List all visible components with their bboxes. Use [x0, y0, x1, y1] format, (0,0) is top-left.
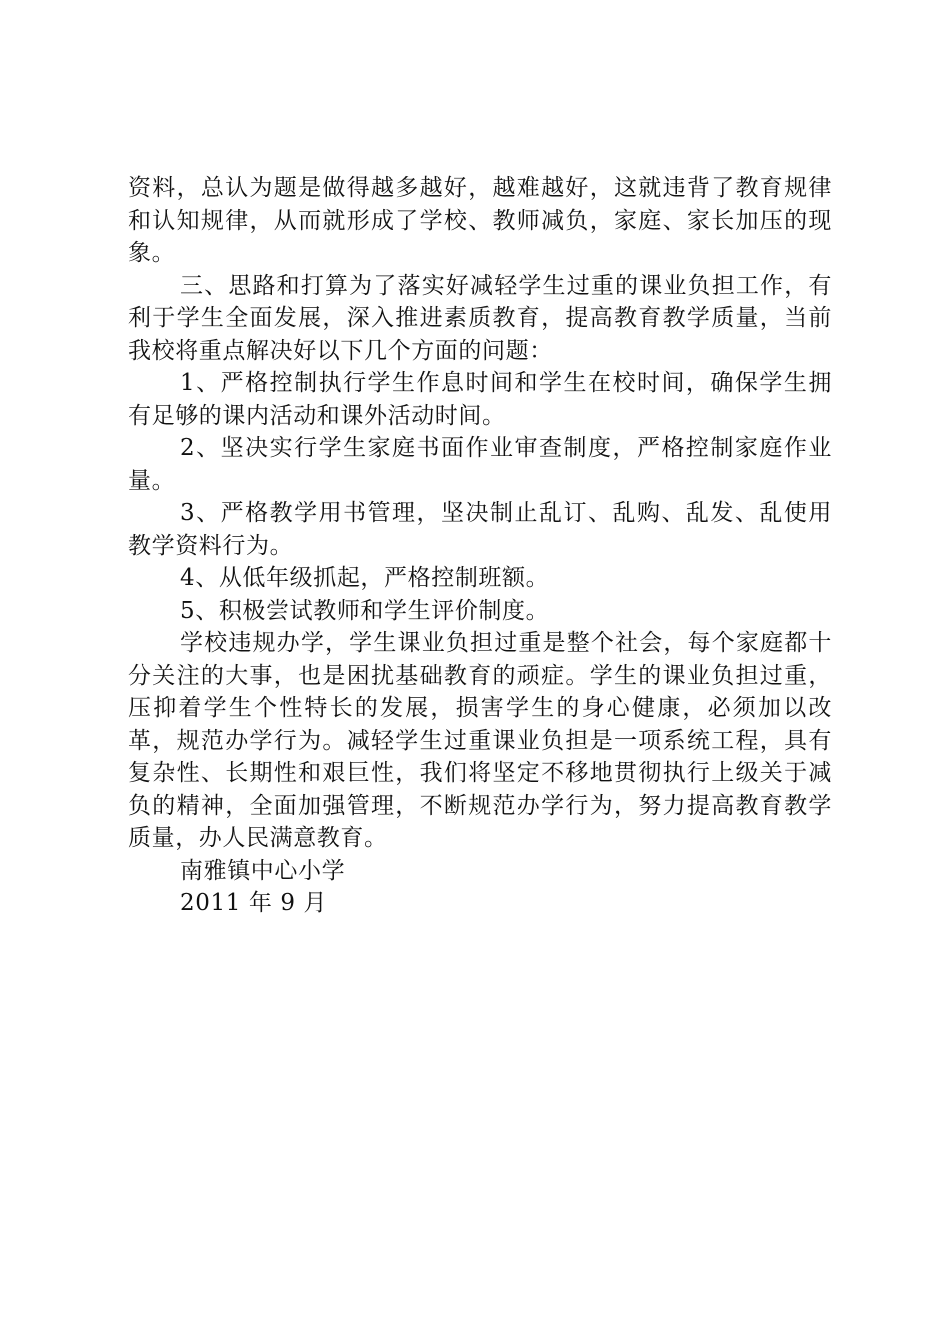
- signature-school-name: 南雅镇中心小学: [180, 857, 346, 884]
- paragraph-item-3: 3、严格教学用书管理，坚决制止乱订、乱购、乱发、乱使用教学资料行为。: [128, 500, 832, 559]
- paragraph-item-1: 1、严格控制执行学生作息时间和学生在校时间，确保学生拥有足够的课内活动和课外活动时间。: [128, 370, 832, 429]
- paragraph-continuation: 资料，总认为题是做得越多越好，越难越好，这就违背了教育规律和认知规律，从而就形成了学校、教师减负，家庭、家长加压的现象。: [128, 175, 832, 266]
- paragraph-item-4: 4、从低年级抓起，严格控制班额。: [180, 565, 550, 591]
- paragraph-conclusion: 学校违规办学，学生课业负担过重是整个社会，每个家庭都十分关注的大事，也是困扰基础教育的顽症。学生的课业负担过重，压抑着学生个性特长的发展，损害学生的身心健康，必须加以改革，规范办学行为。减轻学生过重课业负担是一项系统工程，具有复杂性、长期性和艰巨性，我们将坚定不移地贯彻执行上级关于减负的精神，全面加强管理，不断规范办学行为，努力提高教育教学质量，办人民满意教育。: [128, 630, 832, 851]
- paragraph-item-5: 5、积极尝试教师和学生评价制度。: [180, 597, 550, 624]
- document-body: [128, 172, 832, 920]
- paragraph-section-three: 三、思路和打算为了落实好减轻学生过重的课业负担工作，有利于学生全面发展，深入推进素质教育，提高教育教学质量，当前我校将重点解决好以下几个方面的问题：: [128, 272, 832, 364]
- paragraph-item-2: 2、坚决实行学生家庭书面作业审查制度，严格控制家庭作业量。: [128, 435, 832, 494]
- signature-date: 2011 年 9 月: [180, 890, 328, 916]
